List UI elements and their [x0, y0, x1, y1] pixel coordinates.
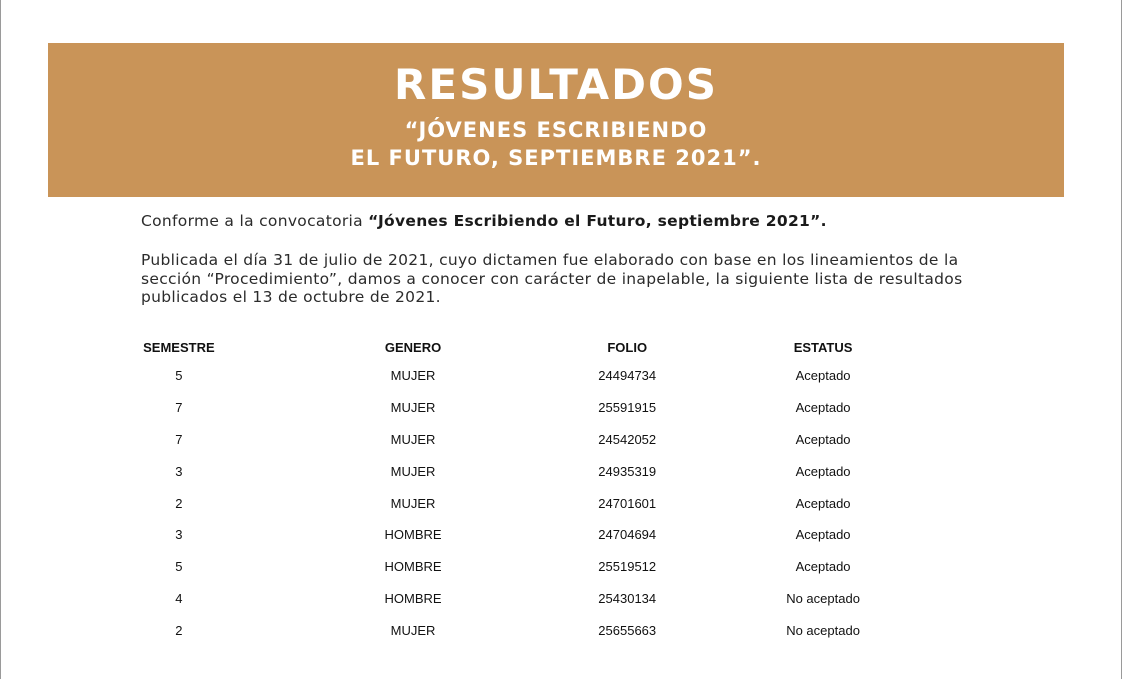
table-header-row — [130, 334, 990, 360]
folio-cell: 25519512 — [598, 559, 657, 575]
results-table-body — [130, 360, 990, 646]
intro-text — [141, 212, 971, 230]
estatus-cell: Aceptado — [795, 559, 851, 575]
intro-convocatoria-name: “Jóvenes Escribiendo el Futuro, septiembre 2021”. — [368, 212, 827, 230]
banner-subtitle-line1: “JÓVENES ESCRIBIENDO — [404, 118, 708, 142]
semestre-cell: 7 — [175, 400, 183, 416]
banner-subtitle — [48, 116, 1064, 172]
folio-cell: 25591915 — [598, 400, 657, 416]
genero-cell: MUJER — [390, 400, 436, 416]
folio-cell: 24542052 — [598, 431, 657, 447]
banner-subtitle-line2: EL FUTURO, SEPTIEMBRE 2021”. — [350, 146, 762, 170]
genero-cell: HOMBRE — [384, 527, 442, 543]
table-row — [130, 583, 990, 615]
table-row — [130, 360, 990, 392]
estatus-cell: No aceptado — [786, 622, 860, 638]
semestre-cell: 2 — [175, 495, 183, 511]
header-genero: GENERO — [384, 339, 442, 355]
results-table — [130, 334, 990, 646]
table-row — [130, 424, 990, 456]
estatus-cell: Aceptado — [795, 400, 851, 416]
estatus-cell: Aceptado — [795, 431, 851, 447]
semestre-cell: 2 — [175, 622, 183, 638]
estatus-cell: Aceptado — [795, 495, 851, 511]
semestre-cell: 3 — [175, 527, 183, 543]
genero-cell: HOMBRE — [384, 590, 442, 606]
estatus-cell: Aceptado — [795, 463, 851, 479]
table-row — [130, 551, 990, 583]
semestre-cell: 7 — [175, 431, 183, 447]
genero-cell: MUJER — [390, 431, 436, 447]
estatus-cell: No aceptado — [786, 590, 860, 606]
folio-cell: 24494734 — [598, 368, 657, 384]
table-row — [130, 614, 990, 646]
genero-cell: HOMBRE — [384, 559, 442, 575]
semestre-cell: 3 — [175, 463, 183, 479]
banner-title: RESULTADOS — [394, 60, 718, 109]
genero-cell: MUJER — [390, 368, 436, 384]
table-row — [130, 392, 990, 424]
estatus-cell: Aceptado — [795, 368, 851, 384]
folio-cell: 24701601 — [598, 495, 657, 511]
header-estatus: ESTATUS — [793, 339, 853, 355]
publication-paragraph: Publicada el día 31 de julio de 2021, cuyo dictamen fue elaborado con base en los lineamientos de la sección “Procedimiento”, damos a conocer con carácter de inapelable, la siguiente lista de resultados publicados el 13 de octubre de 2021. — [141, 251, 963, 306]
table-row — [130, 487, 990, 519]
intro-prefix: Conforme a la convocatoria — [141, 212, 369, 230]
table-row — [130, 455, 990, 487]
folio-cell: 25430134 — [598, 590, 657, 606]
semestre-cell: 5 — [175, 368, 183, 384]
genero-cell: MUJER — [390, 495, 436, 511]
semestre-cell: 5 — [175, 559, 183, 575]
folio-cell: 24704694 — [598, 527, 657, 543]
genero-cell: MUJER — [390, 463, 436, 479]
genero-cell: MUJER — [390, 622, 436, 638]
table-row — [130, 519, 990, 551]
folio-cell: 24935319 — [598, 463, 657, 479]
results-banner — [48, 43, 1064, 197]
folio-cell: 25655663 — [598, 622, 657, 638]
estatus-cell: Aceptado — [795, 527, 851, 543]
semestre-cell: 4 — [175, 590, 183, 606]
header-folio: FOLIO — [607, 339, 648, 355]
header-semestre: SEMESTRE — [143, 339, 215, 355]
